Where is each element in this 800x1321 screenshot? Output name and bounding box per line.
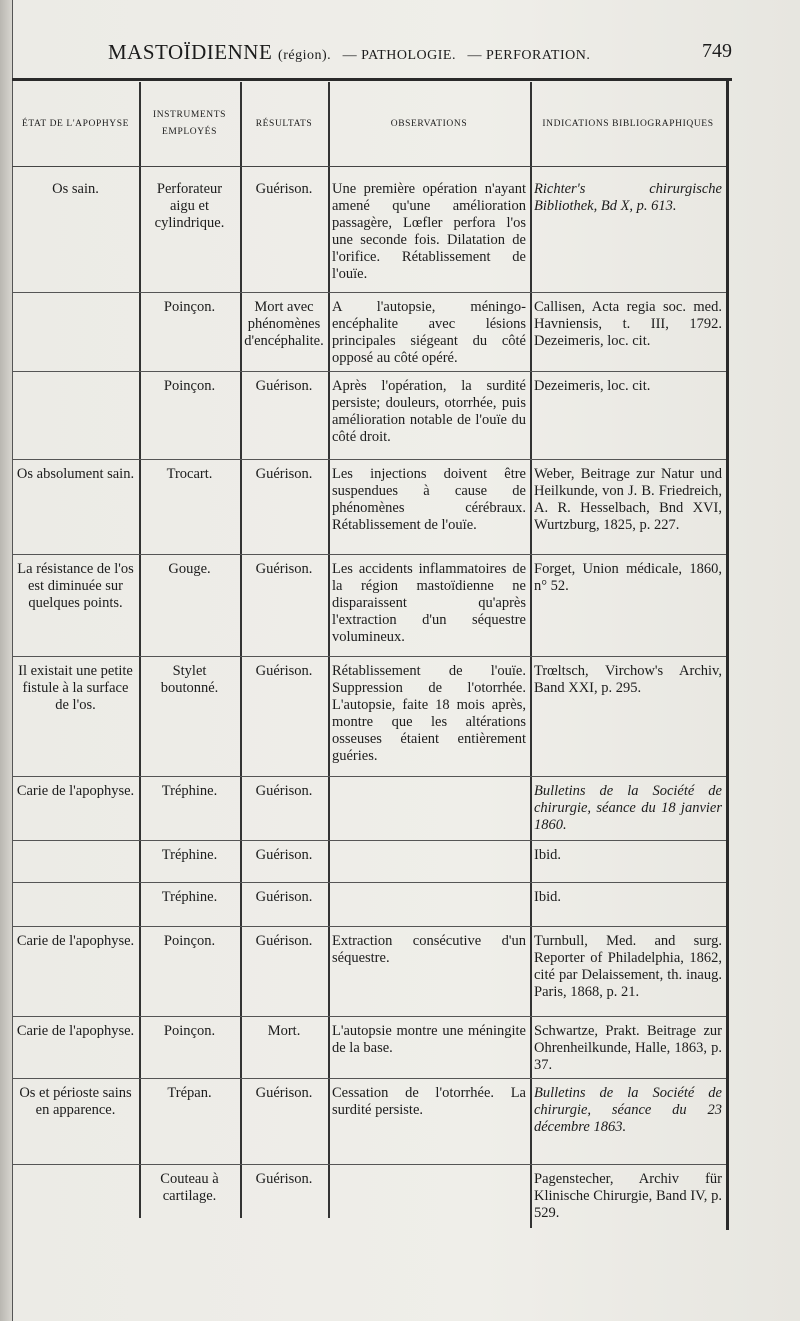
table-row [12,167,726,293]
cell-etat: Carie de l'apophyse. [12,927,139,1017]
cell-etat: Carie de l'apophyse. [12,777,139,841]
table-row [12,1017,726,1079]
table-row [12,841,726,883]
col-header-resultats: RÉSULTATS [240,82,328,167]
right-rule [726,80,729,1230]
cell-etat [12,293,139,372]
cell-observation: Cessation de l'otorrhée. La surdité persiste. [328,1079,530,1165]
table-row [12,555,726,657]
cell-resultat: Mort. [240,1017,328,1079]
cell-resultat: Guérison. [240,1079,328,1165]
cell-observation [328,777,530,841]
table-row [12,657,726,777]
cell-etat [12,841,139,883]
cell-observation [328,1165,530,1231]
cell-instruments: Gouge. [139,555,240,657]
cell-instruments: Poinçon. [139,1017,240,1079]
cell-resultat: Mort avec phénomènes d'encéphalite. [240,293,328,372]
cell-biblio: Ibid. [530,841,726,883]
cell-instruments: Tréphine. [139,883,240,927]
cell-etat: Os sain. [52,181,99,197]
col-header-observations: OBSERVATIONS [328,82,530,167]
table-row [12,372,726,460]
cell-instruments: Trépan. [139,1079,240,1165]
cell-observation [328,883,530,927]
cell-resultat: Guérison. [240,372,328,460]
cell-biblio: Schwartze, Prakt. Beitrage zur Ohrenheilkunde, Halle, 1863, p. 37. [530,1017,726,1079]
cell-resultat: Guérison. [240,555,328,657]
cell-etat: Os absolument sain. [12,460,139,555]
table-header-row [12,82,726,167]
cell-etat: Os et périoste sains en apparence. [12,1079,139,1165]
cell-etat: Il existait une petite fistule à la surface de l'os. [12,657,139,777]
cell-instruments: Poinçon. [139,927,240,1017]
cell-resultat: Guérison. [255,181,313,197]
table-row [12,293,726,372]
cell-biblio: Dezeimeris, loc. cit. [530,372,726,460]
cell-observation [328,841,530,883]
running-header [60,40,740,68]
cell-biblio: Bulletins de la Société de chirurgie, séance du 18 janvier 1860. [530,777,726,841]
col-header-instruments: INSTRUMENTS EMPLOYÉS [139,82,240,167]
cell-biblio: Turnbull, Med. and surg. Reporter of Philadelphia, 1862, cité par Delaissement, th. inaug. Paris, 1868, p. 21. [530,927,726,1017]
header-region: (région). [278,48,332,63]
cell-resultat: Guérison. [240,460,328,555]
cell-instruments: Tréphine. [139,777,240,841]
cell-biblio: Pagenstecher, Archiv für Klinische Chirurgie, Band IV, p. 529. [530,1165,726,1231]
cell-observation: A l'autopsie, méningo-encéphalite avec lésions principales siégeant du côté opposé au côté opéré. [328,293,530,372]
cell-biblio: Trœltsch, Virchow's Archiv, Band XXI, p. 295. [530,657,726,777]
cell-observation: Extraction consécutive d'un séquestre. [328,927,530,1017]
cell-instruments: Couteau à cartilage. [139,1165,240,1231]
table-row [12,460,726,555]
cell-resultat: Guérison. [240,883,328,927]
cell-etat: Carie de l'apophyse. [12,1017,139,1079]
cell-observation: Une première opération n'ayant amené qu'une amélioration passagère, Lœfler perfora l'os une seconde fois. Dilatation de l'orifice. Rétablissement de l'ouïe. [332,181,526,282]
cell-etat: La résistance de l'os est diminuée sur quelques points. [12,555,139,657]
table-row [12,777,726,841]
header-section-perforation: — PERFORATION. [467,48,591,63]
cell-instruments: Perforateur aigu et cylindrique. [154,181,225,231]
cell-biblio: Bulletins de la Société de chirurgie, séance du 23 décembre 1863. [530,1079,726,1165]
cell-etat [12,883,139,927]
cell-etat [12,372,139,460]
cell-resultat: Guérison. [240,657,328,777]
cell-observation: Les injections doivent être suspendues à cause de phénomènes cérébraux. Rétablissement de l'ouïe. [328,460,530,555]
table-row [12,883,726,927]
cell-observation: Rétablissement de l'ouïe. Suppression de l'otorrhée. L'autopsie, faite 18 mois après, montre que les altérations osseuses étaient entièrement guéries. [328,657,530,777]
cell-observation: Les accidents inflammatoires de la région mastoïdienne ne disparaissent qu'après l'extraction d'un séquestre volumineux. [328,555,530,657]
cell-observation: Après l'opération, la surdité persiste; douleurs, otorrhée, puis amélioration notable de l'ouïe du côté droit. [328,372,530,460]
cell-instruments: Stylet boutonné. [139,657,240,777]
cell-biblio: Callisen, Acta regia soc. med. Havniensis, t. III, 1792. Dezeimeris, loc. cit. [530,293,726,372]
header-section-pathologie: — PATHOLOGIE. [342,48,456,63]
cell-etat [12,1165,139,1231]
cell-biblio: Richter's chirurgische Bibliothek, Bd X, p. 613. [534,181,722,214]
cell-resultat: Guérison. [240,777,328,841]
cell-resultat: Guérison. [240,927,328,1017]
col-header-etat: ÉTAT DE L'APOPHYSE [12,82,139,167]
cell-observation: L'autopsie montre une méningite de la base. [328,1017,530,1079]
cell-biblio: Forget, Union médicale, 1860, n° 52. [530,555,726,657]
cell-biblio: Weber, Beitrage zur Natur und Heilkunde, von J. B. Friedreich, A. R. Hesselbach, Bnd XVI, Wurtzburg, 1825, p. 227. [530,460,726,555]
cell-resultat: Guérison. [240,841,328,883]
table-row [12,1079,726,1165]
cell-instruments: Poinçon. [139,372,240,460]
page-number: 749 [702,40,732,62]
table-row [12,927,726,1017]
cell-instruments: Poinçon. [139,293,240,372]
cell-instruments: Tréphine. [139,841,240,883]
top-rule [12,78,732,81]
perforation-table [12,82,726,1231]
cell-biblio: Ibid. [530,883,726,927]
header-title: MASTOÏDIENNE (région). — PATHOLOGIE. — PERFORATION. [108,40,591,64]
cell-instruments: Trocart. [139,460,240,555]
table-row [12,1165,726,1231]
col-header-indications: INDICATIONS BIBLIOGRAPHIQUES [530,82,726,167]
cell-resultat: Guérison. [240,1165,328,1231]
